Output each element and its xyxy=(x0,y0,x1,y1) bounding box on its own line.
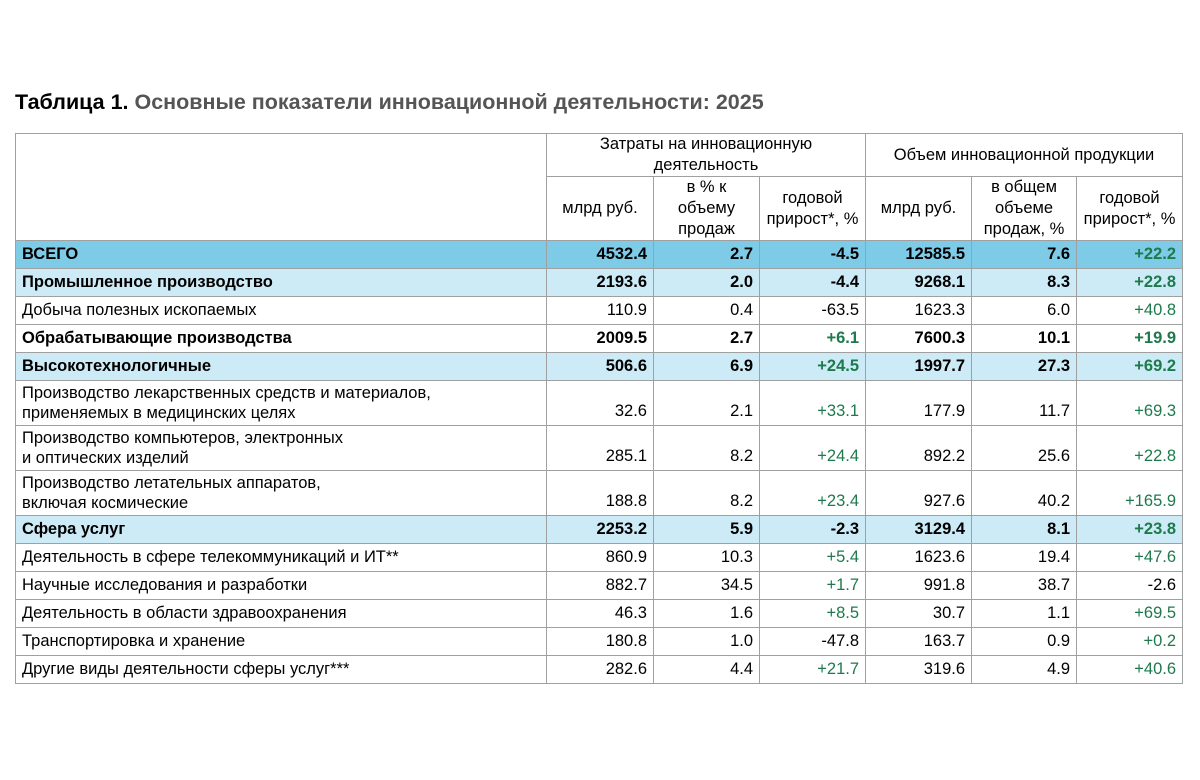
cell-costs-growth: -4.5 xyxy=(760,241,866,269)
row-name: Транспортировка и хранение xyxy=(16,628,547,656)
cell-costs-share: 2.1 xyxy=(654,381,760,426)
header-output-group: Объем инновационной продукции xyxy=(866,134,1183,177)
cell-costs-growth: +21.7 xyxy=(760,656,866,684)
header-costs-group: Затраты на инновационную деятельность xyxy=(547,134,866,177)
table-row xyxy=(16,516,1183,544)
header-blank-cell xyxy=(16,134,547,241)
cell-costs-bln: 282.6 xyxy=(547,656,654,684)
row-name: Добыча полезных ископаемых xyxy=(16,297,547,325)
table-row xyxy=(16,269,1183,297)
cell-output-bln: 7600.3 xyxy=(866,325,972,353)
table-row xyxy=(16,426,1183,471)
cell-costs-share: 6.9 xyxy=(654,353,760,381)
cell-costs-share: 8.2 xyxy=(654,471,760,516)
table-caption: Основные показатели инновационной деятельности: 2025 xyxy=(134,90,764,114)
cell-costs-growth: +5.4 xyxy=(760,544,866,572)
row-name-line1: Производство лекарственных средств и материалов, xyxy=(22,384,431,402)
cell-output-share: 8.3 xyxy=(972,269,1077,297)
cell-costs-share: 2.7 xyxy=(654,241,760,269)
cell-costs-share: 1.6 xyxy=(654,600,760,628)
row-name xyxy=(16,381,547,426)
cell-output-share: 8.1 xyxy=(972,516,1077,544)
cell-output-share: 19.4 xyxy=(972,544,1077,572)
header-costs-growth: годовой прирост*, % xyxy=(760,177,866,241)
cell-output-share: 25.6 xyxy=(972,426,1077,471)
cell-costs-bln: 882.7 xyxy=(547,572,654,600)
header-output-share: в общем объеме продаж, % xyxy=(972,177,1077,241)
table-number: Таблица 1. xyxy=(15,90,129,114)
cell-costs-bln: 2193.6 xyxy=(547,269,654,297)
cell-costs-share: 10.3 xyxy=(654,544,760,572)
cell-output-share: 38.7 xyxy=(972,572,1077,600)
cell-output-growth: +23.8 xyxy=(1077,516,1183,544)
cell-output-growth: +22.8 xyxy=(1077,426,1183,471)
cell-output-growth: +22.2 xyxy=(1077,241,1183,269)
header-output-bln: млрд руб. xyxy=(866,177,972,241)
cell-output-bln: 319.6 xyxy=(866,656,972,684)
row-name: Научные исследования и разработки xyxy=(16,572,547,600)
table-row xyxy=(16,656,1183,684)
cell-output-growth: +40.8 xyxy=(1077,297,1183,325)
row-name: Деятельность в сфере телекоммуникаций и ИТ** xyxy=(16,544,547,572)
row-name: Промышленное производство xyxy=(16,269,547,297)
row-name: Сфера услуг xyxy=(16,516,547,544)
cell-output-share: 27.3 xyxy=(972,353,1077,381)
row-name: ВСЕГО xyxy=(16,241,547,269)
cell-costs-bln: 860.9 xyxy=(547,544,654,572)
row-name: Высокотехнологичные xyxy=(16,353,547,381)
cell-costs-share: 4.4 xyxy=(654,656,760,684)
row-name-line1: Производство летательных аппаратов, xyxy=(22,474,321,492)
cell-costs-share: 1.0 xyxy=(654,628,760,656)
table-row xyxy=(16,353,1183,381)
cell-output-bln: 927.6 xyxy=(866,471,972,516)
cell-costs-bln: 110.9 xyxy=(547,297,654,325)
table-row xyxy=(16,241,1183,269)
cell-output-share: 1.1 xyxy=(972,600,1077,628)
cell-costs-growth: +6.1 xyxy=(760,325,866,353)
row-name: Обрабатывающие производства xyxy=(16,325,547,353)
table-row xyxy=(16,381,1183,426)
cell-costs-share: 2.7 xyxy=(654,325,760,353)
cell-output-bln: 9268.1 xyxy=(866,269,972,297)
row-name xyxy=(16,426,547,471)
cell-costs-growth: +33.1 xyxy=(760,381,866,426)
cell-output-share: 40.2 xyxy=(972,471,1077,516)
cell-output-growth: +0.2 xyxy=(1077,628,1183,656)
cell-output-bln: 892.2 xyxy=(866,426,972,471)
header-output-growth: годовой прирост*, % xyxy=(1077,177,1183,241)
cell-costs-growth: -4.4 xyxy=(760,269,866,297)
cell-output-growth: +40.6 xyxy=(1077,656,1183,684)
cell-costs-growth: +23.4 xyxy=(760,471,866,516)
cell-output-bln: 12585.5 xyxy=(866,241,972,269)
cell-output-share: 0.9 xyxy=(972,628,1077,656)
row-name-line2: включая космические xyxy=(22,494,189,512)
cell-output-bln: 177.9 xyxy=(866,381,972,426)
header-costs-bln: млрд руб. xyxy=(547,177,654,241)
cell-costs-growth: +24.4 xyxy=(760,426,866,471)
table-row xyxy=(16,544,1183,572)
cell-output-growth: -2.6 xyxy=(1077,572,1183,600)
indicators-table xyxy=(15,133,1183,684)
cell-output-growth: +19.9 xyxy=(1077,325,1183,353)
row-name: Другие виды деятельности сферы услуг*** xyxy=(16,656,547,684)
cell-output-bln: 1623.3 xyxy=(866,297,972,325)
cell-output-bln: 30.7 xyxy=(866,600,972,628)
cell-output-growth: +22.8 xyxy=(1077,269,1183,297)
cell-costs-bln: 32.6 xyxy=(547,381,654,426)
cell-costs-share: 34.5 xyxy=(654,572,760,600)
cell-costs-bln: 4532.4 xyxy=(547,241,654,269)
cell-output-bln: 1997.7 xyxy=(866,353,972,381)
cell-costs-bln: 2009.5 xyxy=(547,325,654,353)
row-name: Деятельность в области здравоохранения xyxy=(16,600,547,628)
table-row xyxy=(16,297,1183,325)
cell-output-bln: 163.7 xyxy=(866,628,972,656)
table-row xyxy=(16,572,1183,600)
table-title xyxy=(15,90,764,115)
cell-output-bln: 3129.4 xyxy=(866,516,972,544)
table-row xyxy=(16,325,1183,353)
cell-output-share: 11.7 xyxy=(972,381,1077,426)
cell-output-bln: 1623.6 xyxy=(866,544,972,572)
cell-costs-share: 2.0 xyxy=(654,269,760,297)
cell-costs-bln: 285.1 xyxy=(547,426,654,471)
cell-costs-bln: 46.3 xyxy=(547,600,654,628)
cell-output-growth: +47.6 xyxy=(1077,544,1183,572)
cell-costs-growth: -2.3 xyxy=(760,516,866,544)
cell-costs-share: 8.2 xyxy=(654,426,760,471)
cell-costs-bln: 2253.2 xyxy=(547,516,654,544)
cell-output-share: 10.1 xyxy=(972,325,1077,353)
cell-costs-share: 5.9 xyxy=(654,516,760,544)
row-name-line2: применяемых в медицинских целях xyxy=(22,404,296,422)
cell-costs-share: 0.4 xyxy=(654,297,760,325)
cell-costs-bln: 506.6 xyxy=(547,353,654,381)
cell-output-share: 6.0 xyxy=(972,297,1077,325)
cell-costs-growth: +8.5 xyxy=(760,600,866,628)
table-row xyxy=(16,628,1183,656)
cell-output-share: 4.9 xyxy=(972,656,1077,684)
cell-costs-bln: 188.8 xyxy=(547,471,654,516)
cell-output-growth: +69.2 xyxy=(1077,353,1183,381)
table-row xyxy=(16,471,1183,516)
cell-output-share: 7.6 xyxy=(972,241,1077,269)
header-group-row xyxy=(16,134,1183,177)
cell-output-bln: 991.8 xyxy=(866,572,972,600)
cell-output-growth: +69.5 xyxy=(1077,600,1183,628)
cell-costs-growth: +1.7 xyxy=(760,572,866,600)
cell-costs-bln: 180.8 xyxy=(547,628,654,656)
row-name xyxy=(16,471,547,516)
table-row xyxy=(16,600,1183,628)
cell-costs-growth: -63.5 xyxy=(760,297,866,325)
cell-costs-growth: +24.5 xyxy=(760,353,866,381)
cell-output-growth: +165.9 xyxy=(1077,471,1183,516)
cell-output-growth: +69.3 xyxy=(1077,381,1183,426)
cell-costs-growth: -47.8 xyxy=(760,628,866,656)
row-name-line1: Производство компьютеров, электронных xyxy=(22,429,343,447)
header-costs-share: в % к объему продаж xyxy=(654,177,760,241)
row-name-line2: и оптических изделий xyxy=(22,449,189,467)
